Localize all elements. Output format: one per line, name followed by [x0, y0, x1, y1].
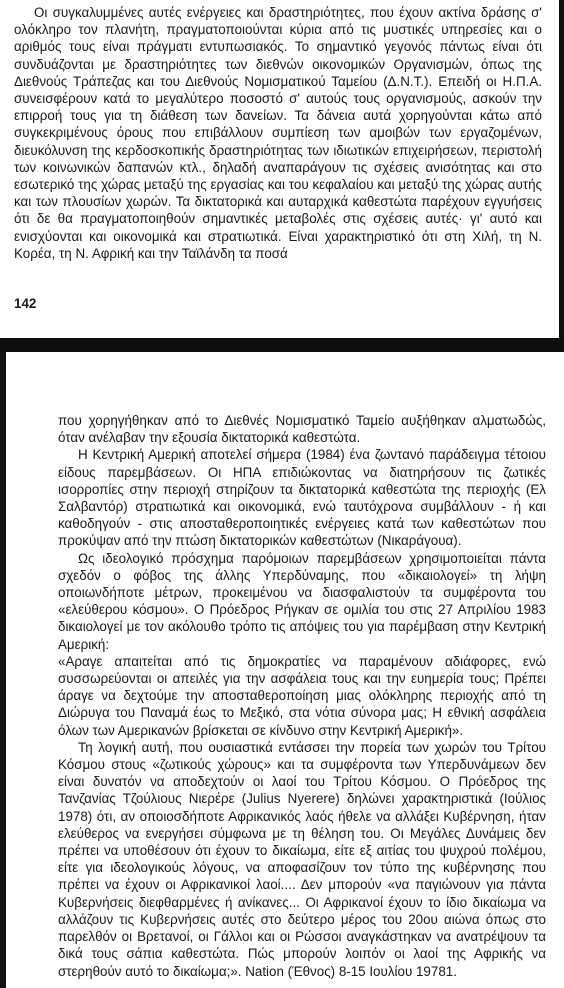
paragraph-5: Τη λογική αυτή, που ουσιαστικά εντάσσει την πορεία των χωρών του Τρίτου Κόσμου στους «ζωτικούς χώρους» και τα συμφέροντα των Υπερδυνάμεων δεν είναι δυνατόν να αποδεχτούν οι λαοί του Τρίτου Κόσμου. Ο Πρόεδρος της Τανζανίας Τζούλιους Νιερέρε (Julius Nyerere) δηλώνει χαρακτηριστικά (Ιούλιος 1978) ότι, αν οποιοσδήποτε Αφρικανικός λαός ήθελε να αλλάξει Κυβέρνηση, ήταν ελεύθερος να ενεργήσει σύμφωνα με τη θέληση του. Οι Μεγάλες Δυνάμεις δεν πρέπει να υποθέσουν ότι έχουν το δικαίωμα, είτε εξ αιτίας του ψυχρού πολέμου, είτε για ιδεολογικούς λόγους, να αποφασίζουν τον τύπο της κυβέρνησης που πρέπει να έχουν οι Αφρικανικοί λαοί.... Δεν μπορούν «να παγιώνουν για πάντα Κυβερνήσεις διεφθαρμένες ή ανίκανες... Οι Αφρικανοί έχουν το ίδιο δικαίωμα να αλλάζουν τις Κυβερνήσεις αυτές στο δεύτερο μέρος του 20ου αιώνα όπως στο παρελθόν οι Βρετανοί, οι Γάλλοι και οι Ρώσσοι αναγκάστηκαν να ανατρέψουν τα δικά τους σάπια καθεστώτα. Πώς μπορούν λοιπόν οι λαοί της Αφρικής να στερηθούν αυτό το δικαίωμα;». Nation (Έθνος) 8-15 Ιουλίου 19781.	[58, 739, 546, 979]
top-paragraph: Οι συγκαλυμμένες αυτές ενέργειες και δραστηριότητες, που έχουν ακτίνα δράσης σ' ολόκληρο τον πλανήτη, πραγματοποιούνται κύρια από τις μυστικές υπηρεσίες και ο αριθμός τους είναι πράγματι εντυπωσιακός. Το σημαντικό γεγονός πάντως είναι ότι συνδυάζονται με δραστηριότητες των διεθνών οικονομικών Οργανισμών, όπως της Διεθνούς Τράπεζας και του Διεθνούς Νομισματικού Ταμείου (Δ.Ν.Τ.). Επειδή οι Η.Π.Α. συνεισφέρουν κατά το μεγαλύτερο ποσοστό σ' αυτούς τους οργανισμούς, ασκούν την επιρροή τους για τη διάθεση των δανείων. Τα δάνεια αυτά χορηγούνται κάτω από συγκεκριμένους όρους που επιβάλλουν συμπίεση των αμοιβών των εργαζομένων, διευκόλυνση της κερδοσκοπικής δραστηριότητας των ιδιωτικών επιχειρήσεων, περιστολή των κοινωνικών δαπανών κτλ., δηλαδή αναπαράγουν τις σχέσεις ανισότητας και στο εσωτερικό της χώρας μεταξύ της εργασίας και του κεφαλαίου και μεταξύ της χώρας αυτής και των πλουσίων χωρών. Τα δικτατορικά και αυταρχικά καθεστώτα παρέχουν εγγυήσεις ότι δε θα πραγματοποιηθούν σημαντικές μεταβολές στις σχέσεις αυτές· γι' αυτό και ενισχύονται και οικονομικά και στρατιωτικά. Είναι χαρακτηριστικό ότι στη Χιλή, τη Ν. Κορέα, τη Ν. Αφρική και την Ταϊλάνδη τα ποσά	[14, 5, 542, 261]
page-edge-shadow	[559, 0, 564, 338]
bottom-page-text	[58, 412, 546, 980]
paragraph-1: που χορηγήθηκαν από το Διεθνές Νομισματικό Ταμείο αυξήθηκαν αλματωδώς, όταν ανέλαβαν την εξουσία δικτατορικά καθεστώτα.	[58, 413, 546, 446]
page-divider	[0, 338, 564, 352]
quote-paragraph: «Αραγε απαιτείται από τις δημοκρατίες να παραμένουν αδιάφορες, ενώ συσσωρεύονται οι απειλές για την ασφάλεια τους και την ευημερία τους; Πρέπει άραγε να δεχτούμε την αποσταθεροποίηση μιας ολόκληρης περιοχής από τη Διώρυγα του Παναμά έως το Μεξικό, στα νότια σύνορα μας; Η εθνική ασφάλεια όλων των Αμερικανών βρίσκεται σε κίνδυνο στην Κεντρική Αμερική».	[58, 653, 546, 738]
top-page-text	[14, 4, 542, 262]
page-number: 142	[14, 296, 37, 311]
paragraph-2: Η Κεντρική Αμερική αποτελεί σήμερα (1984) ένα ζωντανό παράδειγμα τέτοιου είδους παρεμβάσεων. Οι ΗΠΑ επιδιώκοντας να διατηρήσουν τις ζωτικές ισορροπίες στην περιοχή στηρίζουν τα δικτατορικά καθεστώτα της περιοχής (Ελ Σαλβαντόρ) στρατιωτικά και οικονομικά, ενώ ταυτόχρονα συμβάλλουν - ή και καθοδηγούν - στις αποσταθεροποιητικές ενέργειες κατά των καθεστώτων που προκύψαν από την πτώση δικτατορικών καθεστώτων (Νικαράγουα).	[58, 447, 546, 549]
page-edge-shadow-left	[0, 352, 6, 988]
paragraph-3: Ως ιδεολογικό πρόσχημα παρόμοιων παρεμβάσεων χρησιμοποιείται πάντα σχεδόν ο φόβος της άλλης Υπερδύναμης, που «δικαιολογεί» τη λήψη οποιωνδήποτε μέτρων, προκειμένου να διασφαλιστούν τα συμφέροντα του «ελεύθερου κόσμου». Ο Πρόεδρος Ρήγκαν σε ομιλία του στις 27 Απριλίου 1983 δικαιολογεί με τον ακόλουθο τρόπο τις απόψεις του για παρέμβαση στην Κεντρική Αμερική:	[58, 550, 546, 652]
